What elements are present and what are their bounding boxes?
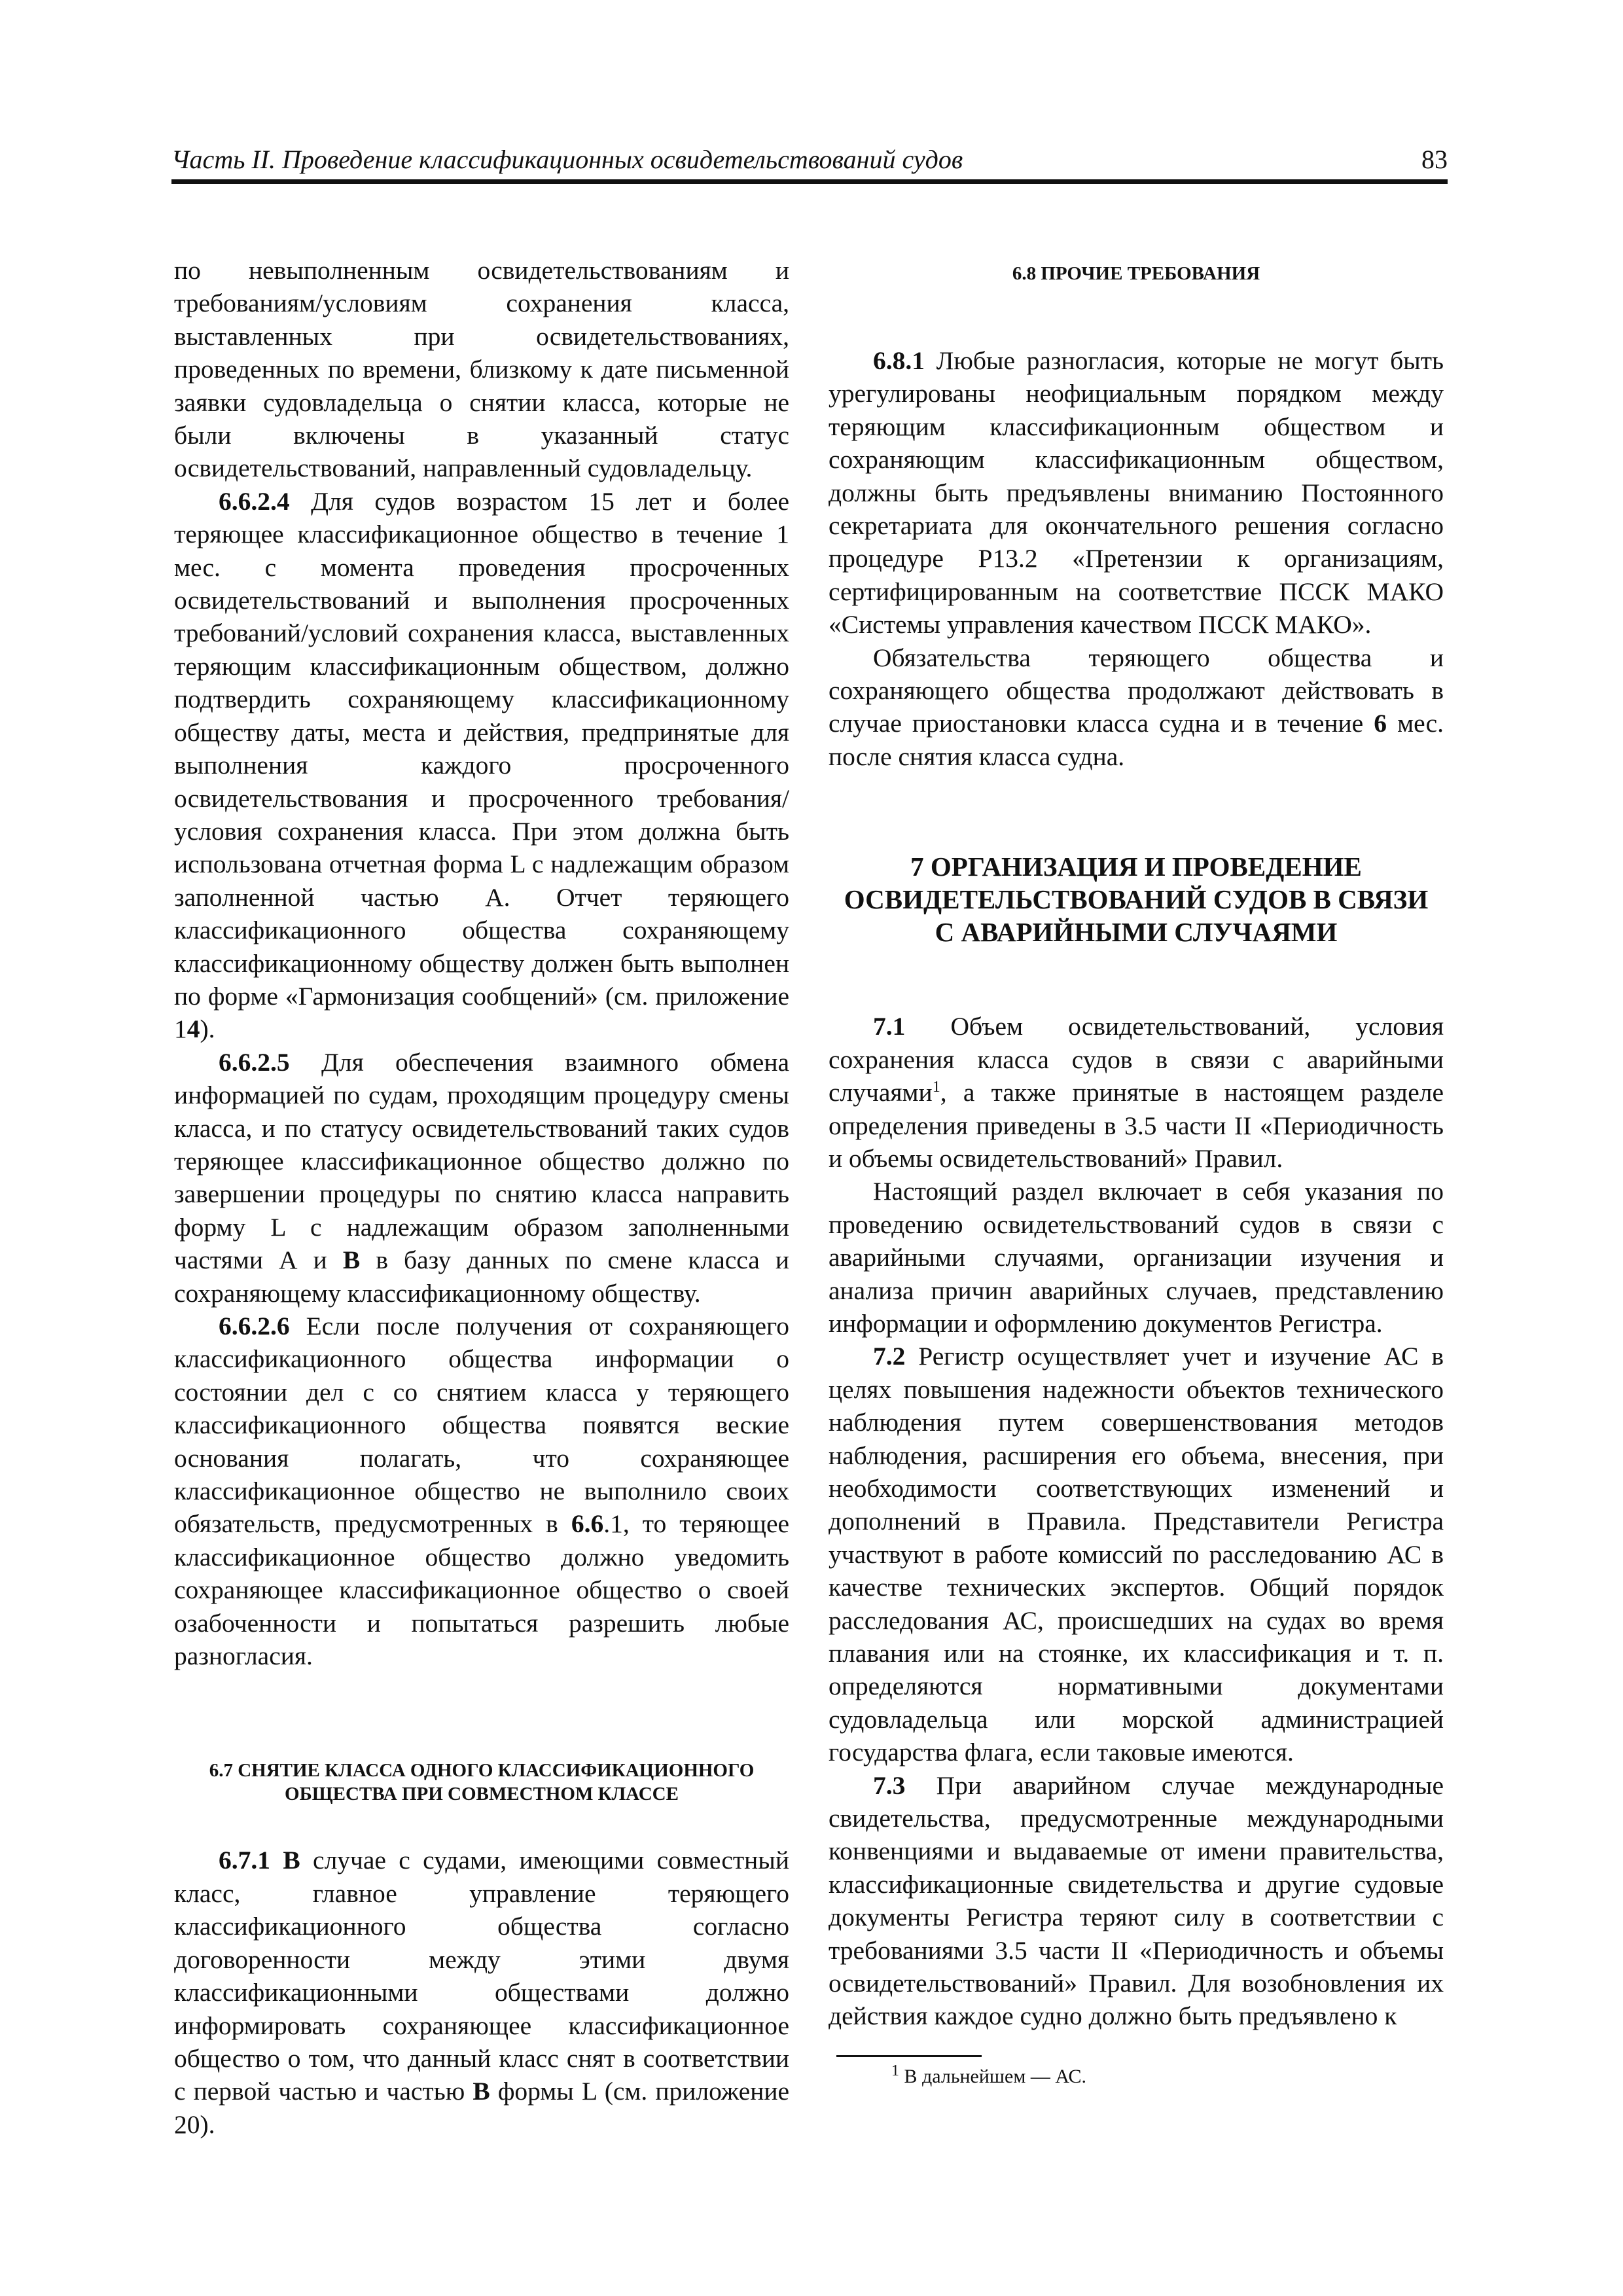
paragraph-text: мес. после снятия класса судна. [829, 709, 1444, 771]
page-number: 83 [1421, 145, 1448, 174]
clause-number: 6.8.1 [873, 346, 925, 375]
paragraph-6-6-2-4 [174, 485, 789, 1046]
paragraph-text: ). [200, 1014, 215, 1044]
paragraph-text: Любые разногласия, которые не могут быть урегулированы неофициальным порядком между теряющим классификационным обществом и сохраняющим классификационным обществом, должны быть предъявлены вниманию Постоянного секретариата для окончательного решения согласно процедуре Р13.2 «Претензии к организациям, сертифицированным на соответствие ПССК МАКО «Системы управления качеством ПССК МАКО». [829, 346, 1444, 639]
heading-line: ОСВИДЕТЕЛЬСТВОВАНИЙ СУДОВ В СВЯЗИ [844, 884, 1429, 915]
bold-fragment: B [473, 2077, 490, 2106]
paragraph-obligations [829, 641, 1444, 774]
paragraph-text: Если после получения от сохраняющего классификационного общества информации о состоянии дел с со снятием класса у теряющего классификационного общества появятся веские основания полагать, что сохраняющее классификационное общество не выполнило своих обязательств, предусмотренных в [174, 1312, 789, 1539]
paragraph-7-3 [829, 1769, 1444, 2033]
bold-fragment: B [342, 1246, 361, 1275]
paragraph-text: случае с судами, имеющими совместный класс, главное управление теряющего классификационного общества согласно договоренности между этими двумя классификационными обществами должно информировать сохраняющее классификационное общество о том, что данный класс снят в соответствии с первой частью и частью [174, 1846, 789, 2106]
paragraph-text: формы L (см. приложение 20). [174, 2077, 790, 2139]
paragraph-text: При аварийном случае международные свидетельства, предусмотренные международными конвенциями и выдаваемые от имени правительства, классификационные свидетельства и другие судовые документы Регистра теряют силу в соответствии с требованиями 3.5 части II «Периодичность и объемы освидетельствований» Правил. Для возобновления их действия каждое судно должно быть предъявлено к [829, 1770, 1444, 2031]
paragraph-section-intro: Настоящий раздел включает в себя указания по проведению освидетельствований судов в связи с аварийными случаями, организации изучения и анализа причин аварийных случаев, представлению информации и оформлению документов Регистра. [829, 1177, 1444, 1338]
clause-number: 6.6.2.6 [219, 1312, 290, 1340]
footnote-text: В дальнейшем — АС. [904, 2065, 1087, 2087]
footnote [891, 2064, 1444, 2090]
clause-number: 7.1 [873, 1012, 906, 1041]
paragraph-6-6-2-6 [174, 1310, 789, 1672]
heading-line: ОБЩЕСТВА ПРИ СОВМЕСТНОМ КЛАССЕ [285, 1784, 679, 1805]
page-header [171, 143, 1448, 184]
right-column [829, 254, 1444, 2090]
paragraph-text: Для обеспечения взаимного обмена информацией по судам, проходящим процедуру смены класса, и по статусу освидетельствований таких судов теряющее классификационное общество должно по завершении процедуры по снятию класса направить форму L с надлежащим образом заполненными частями А и [174, 1047, 790, 1275]
footnote-number: 1 [891, 2062, 899, 2079]
clause-number: 7.2 [873, 1342, 906, 1371]
paragraph-text: Объем освидетельствований, условия сохранения класса судов в связи с аварийными случаями [829, 1012, 1444, 1107]
clause-number: 6.6.2.4 [219, 486, 290, 516]
left-column [174, 254, 789, 2141]
paragraph-text: Для судов возрастом 15 лет и более теряющее классификационное общество в течение 1 мес. с момента проведения просроченных освидетельствований и выполнения просроченных требований/условий сохранения класса, выставленных теряющим классификационным обществом, должно подтвердить сохраняющему классификационному обществу даты, места и действия, предпринятые для выполнения каждого просроченного освидетельствования и просроченного требования/условия сохранения класса. При этом должна быть использована отчетная форма L с надлежащим образом заполненной частью А. Отчет теряющего классификационного общества сохраняющему классификационному обществу должен быть выполнен по форме «Гармонизация сообщений» (см. приложение 1 [174, 486, 790, 1044]
section-heading-6-8: 6.8 ПРОЧИЕ ТРЕБОВАНИЯ [1012, 263, 1260, 284]
paragraph-text: Регистр осуществляет учет и изучение АС в целях повышения надежности объектов технического наблюдения путем совершенствования методов наблюдения, расширения его объема, внесения, при необходимости соответствующих изменений и дополнений в Правила. Представители Регистра участвуют в работе комиссий по расследованию АС в качестве технических экспертов. Общий порядок расследования АС, происшедших на судах во время плавания или на стоянке, их классификация и т. п. определяются нормативными документами судовладельца или морской администрацией государства флага, если таковые имеются. [829, 1342, 1444, 1767]
running-title: Часть II. Проведение классификационных освидетельствований судов [171, 145, 963, 174]
heading-line: 7 ОРГАНИЗАЦИЯ И ПРОВЕДЕНИЕ [910, 852, 1362, 882]
section-heading-6-7 [174, 1759, 789, 1806]
paragraph-7-2 [829, 1340, 1444, 1768]
heading-line: 6.7 СНЯТИЕ КЛАССА ОДНОГО КЛАССИФИКАЦИОННОГО [209, 1760, 755, 1782]
paragraph-text: , а также принятые в настоящем разделе определения приведены в 3.5 части II «Периодичность и объемы освидетельствований» Правил. [829, 1078, 1444, 1173]
paragraph-6-7-1 [174, 1844, 789, 2141]
clause-number: 6.6.2.5 [219, 1047, 290, 1077]
clause-number: 6.7.1 В [219, 1846, 300, 1875]
paragraph-text: Обязательства теряющего общества и сохраняющего общества продолжают действовать в случае приостановки класса судна и в течение [829, 643, 1444, 738]
paragraph-continuation: по невыполненным освидетельствованиям и требованиям/условиям сохранения класса, выставленных при освидетельствованиях, проведенных по времени, близкому к дате письменной заявки судовладельца о снятии класса, которые не были включены в указанный статус освидетельствований, направленный судовладельцу. [174, 256, 789, 483]
footnote-divider [836, 2055, 982, 2057]
bold-fragment: 6 [1374, 709, 1387, 738]
bold-fragment: 6.6 [571, 1509, 604, 1539]
chapter-heading-7 [829, 850, 1444, 948]
paragraph-6-6-2-5 [174, 1046, 789, 1310]
clause-number: 7.3 [873, 1770, 906, 1800]
footnote-marker: 1 [932, 1078, 940, 1096]
bold-fragment: 4 [187, 1014, 200, 1044]
paragraph-text: в базу данных по смене класса и сохраняющему классификационному обществу. [174, 1246, 790, 1308]
paragraph-7-1 [829, 1010, 1444, 1175]
paragraph-6-8-1 [829, 344, 1444, 641]
paragraph-text: .1, то теряющее классификационное общество должно уведомить сохраняющее классификационное общество о своей озабоченности и попытаться разрешить любые разногласия. [174, 1509, 790, 1671]
heading-line: С АВАРИЙНЫМИ СЛУЧАЯМИ [935, 917, 1338, 948]
